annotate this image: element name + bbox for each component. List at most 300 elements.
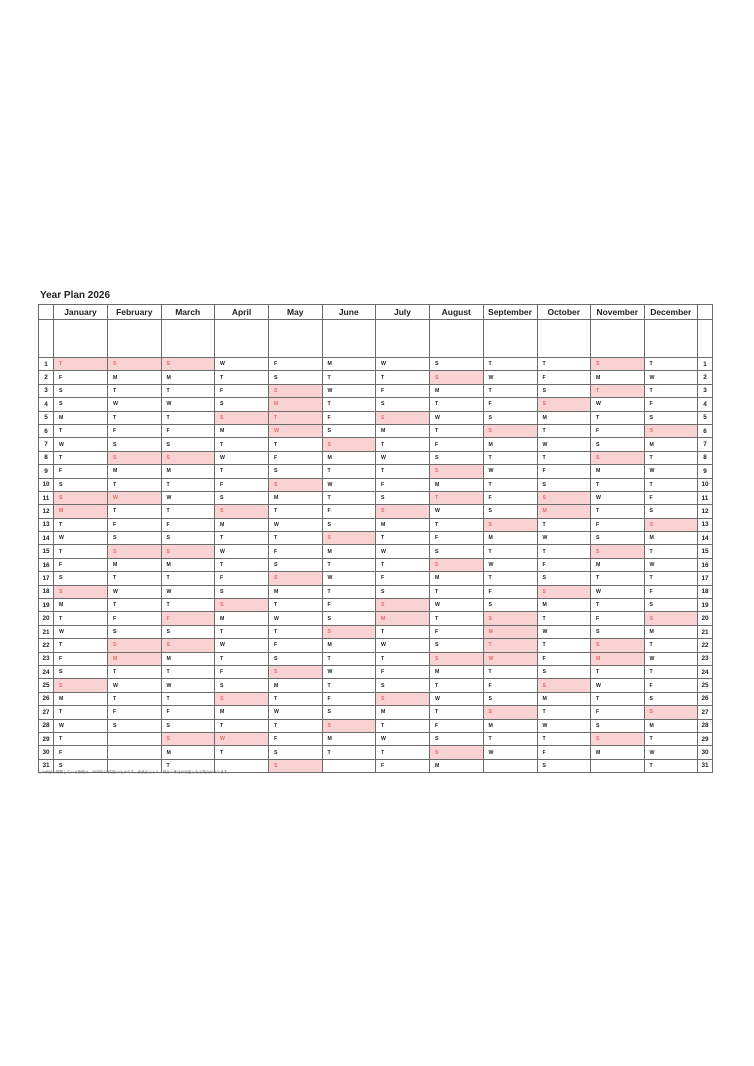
day-cell[interactable]: T bbox=[215, 746, 269, 759]
day-cell[interactable]: T bbox=[269, 625, 323, 638]
day-cell[interactable]: S bbox=[430, 652, 484, 665]
day-cell[interactable]: F bbox=[591, 706, 645, 719]
day-cell[interactable]: T bbox=[322, 652, 376, 665]
day-cell[interactable]: S bbox=[54, 679, 108, 692]
day-cell[interactable]: S bbox=[161, 639, 215, 652]
day-cell[interactable]: W bbox=[376, 639, 430, 652]
day-cell[interactable]: T bbox=[269, 692, 323, 705]
day-cell[interactable]: S bbox=[591, 732, 645, 745]
day-cell[interactable]: T bbox=[537, 358, 591, 371]
day-cell[interactable]: W bbox=[591, 679, 645, 692]
day-cell[interactable]: W bbox=[215, 545, 269, 558]
day-cell[interactable]: F bbox=[376, 759, 430, 772]
day-cell[interactable]: F bbox=[161, 612, 215, 625]
day-cell[interactable]: M bbox=[483, 625, 537, 638]
day-cell[interactable]: S bbox=[269, 478, 323, 491]
day-cell[interactable]: F bbox=[376, 665, 430, 678]
day-cell[interactable]: W bbox=[430, 505, 484, 518]
day-cell[interactable]: W bbox=[376, 451, 430, 464]
day-cell[interactable]: F bbox=[430, 625, 484, 638]
day-cell[interactable]: T bbox=[108, 384, 162, 397]
day-cell[interactable]: S bbox=[644, 612, 698, 625]
day-cell[interactable]: W bbox=[108, 679, 162, 692]
day-cell[interactable]: S bbox=[537, 679, 591, 692]
day-cell[interactable]: M bbox=[322, 358, 376, 371]
day-cell[interactable]: F bbox=[483, 398, 537, 411]
day-cell[interactable]: S bbox=[483, 692, 537, 705]
day-cell[interactable]: T bbox=[483, 478, 537, 491]
day-cell[interactable]: T bbox=[161, 692, 215, 705]
day-cell[interactable]: T bbox=[591, 411, 645, 424]
day-cell[interactable]: S bbox=[483, 411, 537, 424]
day-cell[interactable]: S bbox=[269, 572, 323, 585]
day-cell[interactable]: F bbox=[483, 585, 537, 598]
day-cell[interactable]: T bbox=[215, 438, 269, 451]
day-cell[interactable]: S bbox=[591, 545, 645, 558]
day-cell[interactable]: W bbox=[161, 491, 215, 504]
day-cell[interactable]: T bbox=[161, 665, 215, 678]
day-cell[interactable]: T bbox=[269, 411, 323, 424]
day-cell[interactable]: M bbox=[108, 558, 162, 571]
notes-cell[interactable] bbox=[698, 320, 713, 358]
day-cell[interactable]: T bbox=[376, 625, 430, 638]
day-cell[interactable]: T bbox=[269, 505, 323, 518]
day-cell[interactable]: F bbox=[54, 652, 108, 665]
day-cell[interactable]: W bbox=[108, 491, 162, 504]
day-cell[interactable]: S bbox=[54, 491, 108, 504]
day-cell[interactable]: M bbox=[430, 759, 484, 772]
day-cell[interactable]: M bbox=[430, 384, 484, 397]
day-cell[interactable]: T bbox=[322, 398, 376, 411]
day-cell[interactable]: W bbox=[591, 398, 645, 411]
day-cell[interactable]: M bbox=[322, 639, 376, 652]
day-cell[interactable]: T bbox=[376, 371, 430, 384]
day-cell[interactable]: S bbox=[161, 545, 215, 558]
day-cell[interactable]: S bbox=[269, 465, 323, 478]
day-cell[interactable]: W bbox=[108, 398, 162, 411]
day-cell[interactable]: T bbox=[483, 572, 537, 585]
day-cell[interactable]: W bbox=[537, 532, 591, 545]
day-cell[interactable]: F bbox=[269, 451, 323, 464]
notes-cell[interactable] bbox=[537, 320, 591, 358]
day-cell[interactable]: S bbox=[215, 505, 269, 518]
day-cell[interactable]: M bbox=[376, 706, 430, 719]
day-cell[interactable]: M bbox=[54, 411, 108, 424]
day-cell[interactable]: F bbox=[644, 585, 698, 598]
day-cell[interactable]: T bbox=[483, 358, 537, 371]
day-cell[interactable]: M bbox=[537, 692, 591, 705]
day-cell[interactable]: F bbox=[54, 465, 108, 478]
day-cell[interactable]: T bbox=[537, 545, 591, 558]
day-cell[interactable]: S bbox=[322, 706, 376, 719]
day-cell[interactable]: S bbox=[108, 719, 162, 732]
day-cell[interactable]: S bbox=[430, 545, 484, 558]
day-cell[interactable]: T bbox=[215, 465, 269, 478]
notes-cell[interactable] bbox=[322, 320, 376, 358]
day-cell[interactable]: W bbox=[161, 679, 215, 692]
day-cell[interactable]: W bbox=[483, 558, 537, 571]
day-cell[interactable]: W bbox=[322, 665, 376, 678]
day-cell[interactable]: F bbox=[215, 384, 269, 397]
day-cell[interactable]: S bbox=[644, 411, 698, 424]
day-cell[interactable]: W bbox=[537, 438, 591, 451]
day-cell[interactable]: S bbox=[269, 558, 323, 571]
day-cell[interactable]: T bbox=[591, 478, 645, 491]
day-cell[interactable]: F bbox=[644, 398, 698, 411]
day-cell[interactable]: S bbox=[54, 665, 108, 678]
day-cell[interactable]: M bbox=[161, 371, 215, 384]
day-cell[interactable]: S bbox=[108, 545, 162, 558]
day-cell[interactable]: F bbox=[161, 706, 215, 719]
day-cell[interactable]: T bbox=[108, 599, 162, 612]
day-cell[interactable]: F bbox=[644, 491, 698, 504]
day-cell[interactable]: S bbox=[591, 451, 645, 464]
day-cell[interactable]: T bbox=[537, 639, 591, 652]
day-cell[interactable]: F bbox=[108, 518, 162, 531]
day-cell[interactable]: S bbox=[161, 358, 215, 371]
day-cell[interactable]: S bbox=[430, 451, 484, 464]
day-cell[interactable]: S bbox=[591, 358, 645, 371]
day-cell[interactable]: T bbox=[591, 599, 645, 612]
day-cell[interactable]: S bbox=[269, 759, 323, 772]
day-cell[interactable]: S bbox=[430, 746, 484, 759]
day-cell[interactable]: S bbox=[108, 532, 162, 545]
day-cell[interactable]: W bbox=[644, 371, 698, 384]
day-cell[interactable]: F bbox=[537, 371, 591, 384]
day-cell[interactable]: S bbox=[644, 505, 698, 518]
day-cell[interactable]: W bbox=[54, 719, 108, 732]
day-cell[interactable]: M bbox=[269, 679, 323, 692]
day-cell[interactable]: T bbox=[269, 532, 323, 545]
day-cell[interactable]: T bbox=[108, 478, 162, 491]
day-cell[interactable]: M bbox=[430, 478, 484, 491]
day-cell[interactable]: W bbox=[644, 746, 698, 759]
day-cell[interactable]: W bbox=[483, 652, 537, 665]
day-cell[interactable]: T bbox=[108, 665, 162, 678]
notes-cell[interactable] bbox=[54, 320, 108, 358]
day-cell[interactable]: M bbox=[269, 491, 323, 504]
day-cell[interactable]: F bbox=[483, 491, 537, 504]
day-cell[interactable]: S bbox=[483, 612, 537, 625]
day-cell[interactable]: T bbox=[376, 719, 430, 732]
day-cell[interactable]: T bbox=[483, 384, 537, 397]
day-cell[interactable]: S bbox=[54, 384, 108, 397]
day-cell[interactable]: T bbox=[376, 652, 430, 665]
day-cell[interactable]: T bbox=[591, 572, 645, 585]
day-cell[interactable]: F bbox=[269, 545, 323, 558]
day-cell[interactable]: S bbox=[322, 532, 376, 545]
day-cell[interactable]: S bbox=[591, 639, 645, 652]
day-cell[interactable]: W bbox=[483, 465, 537, 478]
day-cell[interactable]: S bbox=[161, 732, 215, 745]
day-cell[interactable]: T bbox=[644, 732, 698, 745]
day-cell[interactable]: T bbox=[537, 612, 591, 625]
day-cell[interactable]: M bbox=[161, 652, 215, 665]
day-cell[interactable]: T bbox=[54, 424, 108, 437]
day-cell[interactable]: S bbox=[483, 424, 537, 437]
day-cell[interactable]: F bbox=[108, 612, 162, 625]
day-cell[interactable]: W bbox=[322, 572, 376, 585]
day-cell[interactable]: T bbox=[54, 451, 108, 464]
day-cell[interactable]: M bbox=[54, 692, 108, 705]
notes-cell[interactable] bbox=[161, 320, 215, 358]
day-cell[interactable]: S bbox=[322, 424, 376, 437]
day-cell[interactable]: T bbox=[430, 612, 484, 625]
day-cell[interactable]: T bbox=[269, 438, 323, 451]
day-cell[interactable]: T bbox=[108, 692, 162, 705]
day-cell[interactable]: M bbox=[483, 438, 537, 451]
day-cell[interactable]: S bbox=[537, 759, 591, 772]
day-cell[interactable]: S bbox=[54, 585, 108, 598]
day-cell[interactable]: W bbox=[161, 585, 215, 598]
day-cell[interactable]: T bbox=[430, 491, 484, 504]
day-cell[interactable]: T bbox=[376, 532, 430, 545]
day-cell[interactable]: S bbox=[215, 585, 269, 598]
day-cell[interactable]: M bbox=[537, 599, 591, 612]
day-cell[interactable]: M bbox=[430, 572, 484, 585]
day-cell[interactable]: T bbox=[215, 532, 269, 545]
day-cell[interactable]: S bbox=[376, 585, 430, 598]
day-cell[interactable]: W bbox=[215, 732, 269, 745]
day-cell[interactable]: T bbox=[430, 398, 484, 411]
day-cell[interactable]: W bbox=[322, 478, 376, 491]
day-cell[interactable]: F bbox=[215, 478, 269, 491]
day-cell[interactable]: M bbox=[644, 438, 698, 451]
day-cell[interactable]: M bbox=[591, 371, 645, 384]
day-cell[interactable]: M bbox=[269, 398, 323, 411]
day-cell[interactable]: S bbox=[483, 599, 537, 612]
day-cell[interactable]: M bbox=[161, 465, 215, 478]
day-cell[interactable]: F bbox=[537, 558, 591, 571]
day-cell[interactable]: S bbox=[54, 759, 108, 772]
day-cell[interactable]: S bbox=[644, 599, 698, 612]
day-cell[interactable]: M bbox=[322, 451, 376, 464]
day-cell[interactable]: F bbox=[269, 732, 323, 745]
day-cell[interactable]: S bbox=[54, 572, 108, 585]
day-cell[interactable]: S bbox=[215, 398, 269, 411]
notes-cell[interactable] bbox=[644, 320, 698, 358]
day-cell[interactable]: T bbox=[215, 719, 269, 732]
day-cell[interactable]: T bbox=[537, 732, 591, 745]
day-cell[interactable]: T bbox=[537, 424, 591, 437]
day-cell[interactable]: W bbox=[376, 358, 430, 371]
day-cell[interactable]: W bbox=[537, 719, 591, 732]
day-cell[interactable]: F bbox=[322, 505, 376, 518]
day-cell[interactable]: S bbox=[54, 478, 108, 491]
day-cell[interactable]: M bbox=[215, 518, 269, 531]
day-cell[interactable]: T bbox=[483, 639, 537, 652]
day-cell[interactable]: T bbox=[215, 558, 269, 571]
day-cell[interactable]: T bbox=[430, 424, 484, 437]
day-cell[interactable]: W bbox=[483, 746, 537, 759]
day-cell[interactable]: S bbox=[644, 424, 698, 437]
day-cell[interactable]: S bbox=[537, 478, 591, 491]
day-cell[interactable]: T bbox=[108, 505, 162, 518]
day-cell[interactable]: S bbox=[537, 491, 591, 504]
day-cell[interactable] bbox=[591, 759, 645, 772]
day-cell[interactable]: S bbox=[269, 746, 323, 759]
day-cell[interactable]: S bbox=[161, 451, 215, 464]
day-cell[interactable]: M bbox=[376, 424, 430, 437]
day-cell[interactable]: W bbox=[644, 465, 698, 478]
day-cell[interactable]: M bbox=[215, 424, 269, 437]
day-cell[interactable] bbox=[108, 746, 162, 759]
day-cell[interactable]: T bbox=[54, 358, 108, 371]
day-cell[interactable]: T bbox=[483, 665, 537, 678]
day-cell[interactable]: M bbox=[591, 465, 645, 478]
day-cell[interactable]: F bbox=[591, 612, 645, 625]
day-cell[interactable]: T bbox=[54, 545, 108, 558]
day-cell[interactable]: W bbox=[322, 384, 376, 397]
day-cell[interactable]: T bbox=[161, 599, 215, 612]
day-cell[interactable]: M bbox=[591, 652, 645, 665]
day-cell[interactable]: T bbox=[215, 652, 269, 665]
day-cell[interactable]: S bbox=[108, 358, 162, 371]
day-cell[interactable]: S bbox=[108, 438, 162, 451]
day-cell[interactable]: T bbox=[161, 384, 215, 397]
day-cell[interactable]: M bbox=[644, 719, 698, 732]
day-cell[interactable]: T bbox=[644, 639, 698, 652]
day-cell[interactable]: F bbox=[537, 465, 591, 478]
day-cell[interactable]: W bbox=[591, 491, 645, 504]
day-cell[interactable]: S bbox=[483, 518, 537, 531]
day-cell[interactable] bbox=[483, 759, 537, 772]
day-cell[interactable]: T bbox=[430, 679, 484, 692]
day-cell[interactable]: F bbox=[161, 518, 215, 531]
day-cell[interactable]: S bbox=[537, 585, 591, 598]
day-cell[interactable]: T bbox=[376, 558, 430, 571]
day-cell[interactable]: S bbox=[108, 451, 162, 464]
day-cell[interactable]: T bbox=[322, 371, 376, 384]
day-cell[interactable]: T bbox=[644, 384, 698, 397]
day-cell[interactable]: S bbox=[215, 491, 269, 504]
day-cell[interactable]: M bbox=[591, 558, 645, 571]
day-cell[interactable]: S bbox=[376, 599, 430, 612]
day-cell[interactable]: F bbox=[376, 384, 430, 397]
day-cell[interactable]: W bbox=[269, 612, 323, 625]
day-cell[interactable]: S bbox=[322, 625, 376, 638]
day-cell[interactable]: T bbox=[644, 358, 698, 371]
day-cell[interactable]: T bbox=[322, 746, 376, 759]
day-cell[interactable]: M bbox=[215, 612, 269, 625]
day-cell[interactable]: S bbox=[591, 625, 645, 638]
day-cell[interactable]: S bbox=[591, 719, 645, 732]
day-cell[interactable]: T bbox=[591, 505, 645, 518]
day-cell[interactable]: S bbox=[269, 371, 323, 384]
day-cell[interactable]: M bbox=[376, 612, 430, 625]
notes-cell[interactable] bbox=[376, 320, 430, 358]
day-cell[interactable]: M bbox=[537, 411, 591, 424]
day-cell[interactable]: S bbox=[161, 719, 215, 732]
day-cell[interactable]: S bbox=[54, 398, 108, 411]
day-cell[interactable]: S bbox=[376, 398, 430, 411]
day-cell[interactable]: W bbox=[54, 438, 108, 451]
day-cell[interactable]: S bbox=[376, 491, 430, 504]
day-cell[interactable]: T bbox=[322, 585, 376, 598]
day-cell[interactable]: F bbox=[215, 665, 269, 678]
day-cell[interactable]: F bbox=[376, 478, 430, 491]
day-cell[interactable]: T bbox=[376, 465, 430, 478]
notes-cell[interactable] bbox=[591, 320, 645, 358]
day-cell[interactable]: T bbox=[269, 719, 323, 732]
day-cell[interactable]: F bbox=[537, 652, 591, 665]
day-cell[interactable]: S bbox=[537, 665, 591, 678]
day-cell[interactable]: W bbox=[54, 625, 108, 638]
day-cell[interactable]: F bbox=[430, 719, 484, 732]
day-cell[interactable]: T bbox=[376, 746, 430, 759]
day-cell[interactable]: T bbox=[430, 706, 484, 719]
day-cell[interactable]: T bbox=[161, 411, 215, 424]
day-cell[interactable]: F bbox=[161, 424, 215, 437]
day-cell[interactable]: W bbox=[430, 411, 484, 424]
day-cell[interactable]: W bbox=[215, 451, 269, 464]
day-cell[interactable]: S bbox=[537, 384, 591, 397]
day-cell[interactable]: M bbox=[644, 625, 698, 638]
day-cell[interactable]: T bbox=[215, 371, 269, 384]
day-cell[interactable]: M bbox=[269, 585, 323, 598]
day-cell[interactable]: M bbox=[54, 599, 108, 612]
day-cell[interactable]: W bbox=[215, 639, 269, 652]
day-cell[interactable]: M bbox=[108, 465, 162, 478]
day-cell[interactable]: W bbox=[54, 532, 108, 545]
day-cell[interactable]: T bbox=[322, 679, 376, 692]
day-cell[interactable]: M bbox=[161, 746, 215, 759]
notes-cell[interactable] bbox=[269, 320, 323, 358]
day-cell[interactable]: T bbox=[483, 732, 537, 745]
day-cell[interactable]: T bbox=[322, 465, 376, 478]
day-cell[interactable]: S bbox=[322, 438, 376, 451]
day-cell[interactable]: S bbox=[108, 625, 162, 638]
day-cell[interactable]: S bbox=[644, 706, 698, 719]
day-cell[interactable]: T bbox=[54, 706, 108, 719]
day-cell[interactable]: W bbox=[376, 732, 430, 745]
day-cell[interactable]: F bbox=[644, 679, 698, 692]
day-cell[interactable]: T bbox=[161, 478, 215, 491]
day-cell[interactable]: S bbox=[537, 398, 591, 411]
day-cell[interactable]: F bbox=[591, 424, 645, 437]
day-cell[interactable]: T bbox=[430, 518, 484, 531]
day-cell[interactable]: S bbox=[376, 692, 430, 705]
day-cell[interactable]: F bbox=[108, 706, 162, 719]
day-cell[interactable]: S bbox=[215, 599, 269, 612]
day-cell[interactable]: T bbox=[483, 545, 537, 558]
day-cell[interactable]: T bbox=[644, 451, 698, 464]
day-cell[interactable]: W bbox=[376, 545, 430, 558]
day-cell[interactable]: S bbox=[161, 532, 215, 545]
day-cell[interactable]: S bbox=[537, 572, 591, 585]
notes-cell[interactable] bbox=[108, 320, 162, 358]
day-cell[interactable]: S bbox=[430, 465, 484, 478]
day-cell[interactable]: F bbox=[591, 518, 645, 531]
day-cell[interactable]: W bbox=[269, 706, 323, 719]
day-cell[interactable] bbox=[322, 759, 376, 772]
day-cell[interactable]: T bbox=[108, 572, 162, 585]
day-cell[interactable]: T bbox=[483, 451, 537, 464]
day-cell[interactable]: T bbox=[322, 558, 376, 571]
day-cell[interactable]: F bbox=[322, 411, 376, 424]
day-cell[interactable]: S bbox=[269, 652, 323, 665]
day-cell[interactable]: S bbox=[376, 411, 430, 424]
day-cell[interactable]: S bbox=[483, 706, 537, 719]
day-cell[interactable]: T bbox=[108, 411, 162, 424]
day-cell[interactable]: T bbox=[644, 545, 698, 558]
day-cell[interactable]: T bbox=[537, 706, 591, 719]
day-cell[interactable]: F bbox=[215, 572, 269, 585]
day-cell[interactable]: M bbox=[591, 746, 645, 759]
day-cell[interactable]: M bbox=[215, 706, 269, 719]
day-cell[interactable]: W bbox=[269, 518, 323, 531]
day-cell[interactable]: W bbox=[537, 625, 591, 638]
